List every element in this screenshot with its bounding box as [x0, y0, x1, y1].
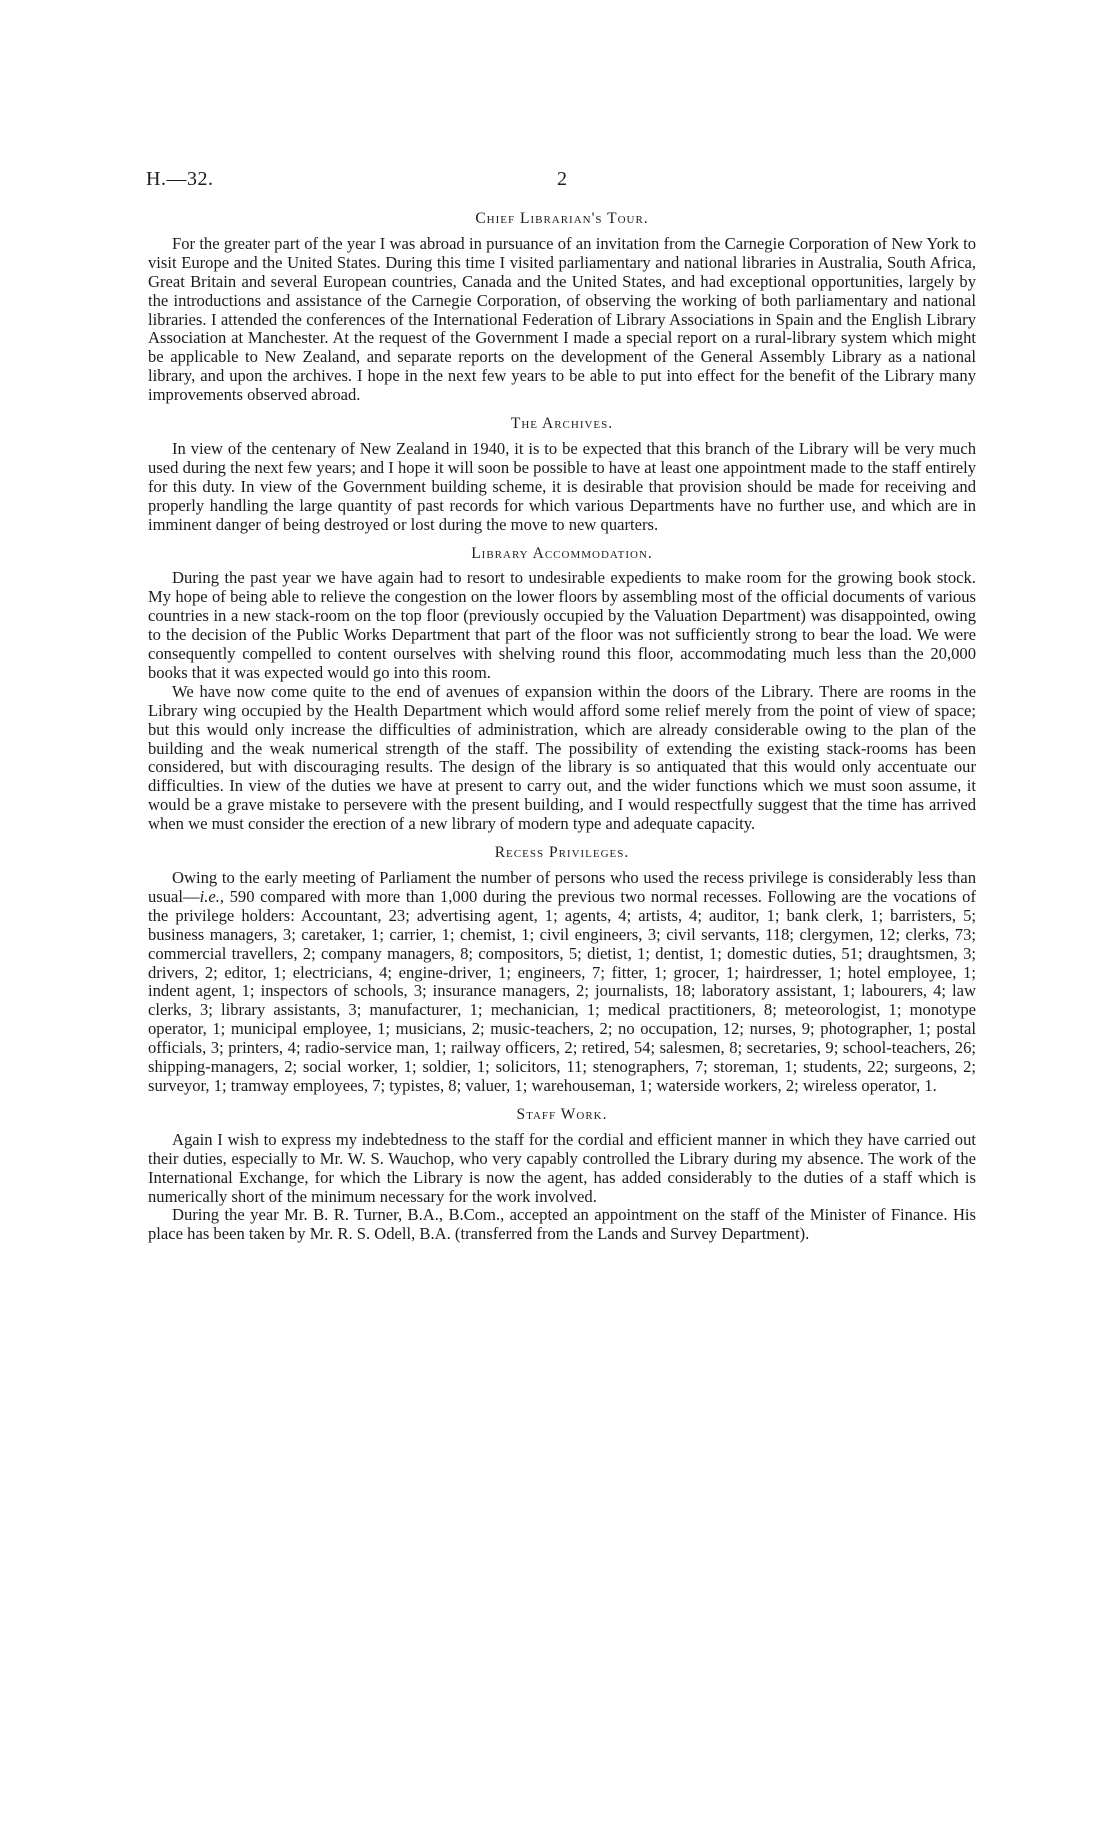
section-library-accommodation — [148, 545, 976, 835]
section-heading: Library Accommodation. — [471, 544, 653, 562]
section-heading: Chief Librarian's Tour. — [475, 210, 649, 227]
section-heading: Recess Privileges. — [494, 844, 630, 862]
paragraph: During the past year we have again had to resort to undesirable expedients to make room for the growing book stock. My hope of being able to relieve the congestion on the lower floors by assembling most of the official documents of various countries in a new stack-room on the top floor (previously occupied by the Valuation Department) was disappointed, owing to the decision of the Public Works Department that part of the floor was not sufficiently strong to bear the load. We were consequently compelled to content ourselves with shelving round this floor, accommodating much less than the 20,000 books that it was expected would go into this room. — [148, 568, 976, 682]
page-header — [146, 168, 976, 198]
paragraph: In view of the centenary of New Zealand in 1940, it is to be expected that this branch of the Library will be very much used during the next few years; and I hope it will soon be possible to have at least one appointment made to the staff entirely for this duty. In view of the Government building scheme, it is desirable that provision should be made for receiving and properly handling the large quantity of past records for which various Departments have no further use, and which are in imminent danger of being destroyed or lost during the move to new quarters. — [148, 438, 976, 534]
paragraph: Again I wish to express my indebtedness to the staff for the cordial and efficient manner in which they have carried out their duties, especially to Mr. W. S. Wauchop, who very capably controlled the Library during my absence. The work of the International Exchange, for which the Library is now the agent, has added considerably to the duties of a staff which is numerically short of the minimum necessary for the work involved. — [148, 1129, 976, 1206]
paragraph: During the year Mr. B. R. Turner, B.A., B.Com., accepted an appointment on the staff of the Minister of Finance. His place has been taken by Mr. R. S. Odell, B.A. (transferred from the Lands and Survey Department). — [148, 1205, 976, 1244]
paragraph: For the greater part of the year I was abroad in pursuance of an invitation from the Carnegie Corporation of New York to visit Europe and the United States. During this time I visited parliamentary and national libraries in Australia, South Africa, Great Britain and several European countries, Canada and the United States, and had exceptional opportunities, largely by the introductions and assistance of the Carnegie Corporation, of observing the working of both parliamentary and national libraries. I attended the conferences of the International Federation of Library Associations in Spain and the English Library Association at Manchester. At the request of the Government I made a special report on a rural-library system which might be applicable to New Zealand, and separate reports on the development of the General Assembly Library as a national library, and upon the archives. I hope in the next few years to be able to put into effect for the benefit of the Library many improvements observed abroad. — [148, 233, 976, 405]
page-body — [148, 210, 976, 1254]
section-heading: The Archives. — [510, 415, 614, 433]
paragraph — [148, 869, 976, 1096]
section-recess-privileges — [148, 844, 976, 1096]
paragraph: We have now come quite to the end of avenues of expansion within the doors of the Library. There are rooms in the Library wing occupied by the Health Department which would afford some relief merely from the point of view of space; but this would only increase the difficulties of administration, which are already considerable owing to the plan of the building and the weak numerical strength of the staff. The possibility of extending the existing stack-rooms has been considered, but with discouraging results. The design of the library is so antiquated that this would only accentuate our difficulties. In view of the duties we have at present to carry out, and the wider functions which we must soon assume, it would be a grave mistake to persevere with the present building, and I would respectfully suggest that the time has arrived when we must consider the erection of a new library of modern type and adequate capacity. — [148, 681, 976, 834]
section-chief-librarians-tour — [148, 210, 976, 405]
page-number: 2 — [557, 168, 567, 190]
text-run: , 590 compared with more than 1,000 during the previous two normal recesses. Following are the vocations of the privilege holders: Accountant, 23; advertising agent, 1; agents, 4; artists, 4; auditor, 1; bank clerk, 1; barristers, 5; business managers, 3; caretaker, 1; carrier, 1; chemist, 1; civil engineers, 3; civil servants, 118; clergymen, 12; clerks, 73; commercial travellers, 2; company managers, 8; compositors, 5; dietist, 1; dentist, 1; domestic duties, 51; draughtsmen, 3; drivers, 2; editor, 1; electricians, 4; engine-driver, 1; engineers, 7; fitter, 1; grocer, 1; hairdresser, 1; hotel employee, 1; indent agent, 1; inspectors of schools, 3; insurance managers, 2; journalists, 18; laboratory assistant, 1; labourers, 4; law clerks, 3; library assistants, 3; manufacturer, 1; mechanician, 1; medical practitioners, 8; meteorologist, 1; monotype operator, 1; municipal employee, 1; musicians, 2; music-teachers, 2; no occupation, 12; nurses, 9; photographer, 1; postal officials, 3; printers, 4; radio-service man, 1; railway officers, 2; retired, 54; salesmen, 8; secretaries, 9; school-teachers, 26; shipping-managers, 2; social worker, 1; soldier, 1; solicitors, 11; stenographers, 7; storeman, 1; students, 22; surgeons, 2; surveyor, 1; tramway employees, 7; typistes, 8; valuer, 1; warehouseman, 1; waterside workers, 2; wireless operator, 1. — [148, 886, 976, 1095]
section-staff-work — [148, 1106, 976, 1244]
page-reference: H.—32. — [146, 168, 214, 190]
section-heading: Staff Work. — [516, 1105, 608, 1123]
section-archives — [148, 415, 976, 534]
text-run: Owing to the early meeting of Parliament the number of persons who used the recess privilege is considerably less than usual— — [148, 868, 976, 906]
italic-abbreviation: i.e. — [199, 886, 220, 906]
